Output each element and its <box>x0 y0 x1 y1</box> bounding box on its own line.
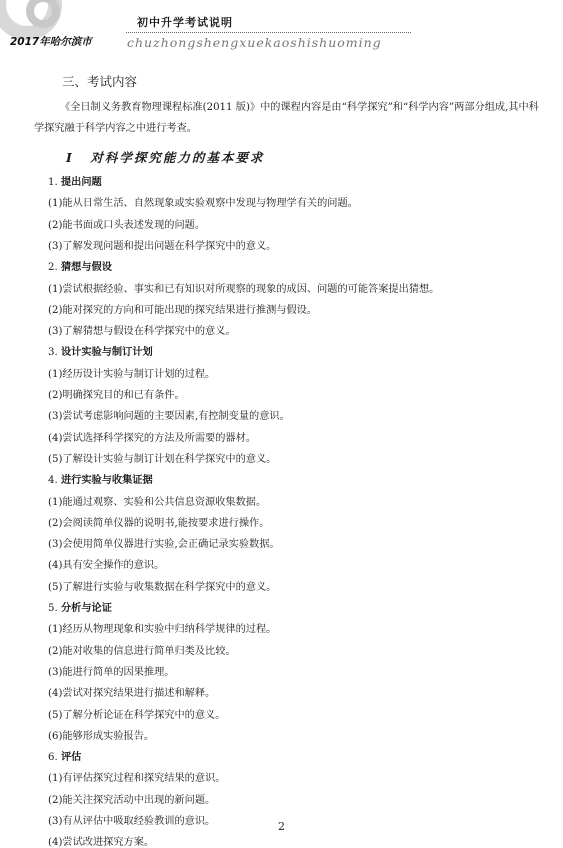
category-heading <box>48 258 112 273</box>
category-heading <box>48 343 153 358</box>
requirement-item: (3)有从评估中吸取经验教训的意识。 <box>48 816 216 827</box>
category-heading <box>48 748 81 763</box>
category-title: 提出问题 <box>60 177 102 188</box>
category-number: 4. <box>48 475 58 487</box>
requirement-item: (2)能关注探究活动中出现的新问题。 <box>48 794 216 806</box>
header-pinyin: chuzhongshengxuekaoshishuoming <box>127 35 382 50</box>
requirement-item: (1)尝试根据经验、事实和已有知识对所观察的现象的成因、问题的可能答案提出猜想。 <box>48 283 440 295</box>
category-number: 6. <box>48 752 58 764</box>
requirement-item: (6)能够形成实验报告。 <box>48 730 155 742</box>
requirement-item: (4)尝试改进探究方案。 <box>48 837 155 848</box>
subheading-numeral: Ⅰ <box>66 150 74 165</box>
requirement-item: (2)能书面或口头表述发现的问题。 <box>48 219 206 231</box>
category-number: 5. <box>48 603 58 614</box>
header-title: 初中升学考试说明 <box>137 16 233 29</box>
requirement-item: (3)尝试考虑影响问题的主要因素,有控制变量的意识。 <box>48 411 290 423</box>
category-heading <box>48 599 112 614</box>
requirement-item: (3)会使用简单仪器进行实验,会正确记录实验数据。 <box>48 539 280 551</box>
requirement-item: (3)了解猜想与假设在科学探究中的意义。 <box>48 326 236 338</box>
requirement-item: (2)能对探究的方向和可能出现的探究结果进行推测与假设。 <box>48 304 318 316</box>
category-title: 设计实验与制订计划 <box>60 347 153 359</box>
category-title: 猜想与假设 <box>60 262 112 274</box>
page-number: 2 <box>278 820 285 833</box>
requirement-item: (1)有评估探究过程和探究结果的意识。 <box>48 773 226 785</box>
requirement-item: (1)能从日常生活、自然现象或实验观察中发现与物理学有关的问题。 <box>48 198 358 210</box>
category-number: 3. <box>48 347 58 359</box>
requirement-item: (2)明确探究目的和已有条件。 <box>48 390 185 401</box>
requirement-item: (1)经历设计实验与制订计划的过程。 <box>48 368 216 380</box>
requirement-item: (5)了解设计实验与制订计划在科学探究中的意义。 <box>48 453 277 465</box>
requirement-item: (4)尝试对探究结果进行描述和解释。 <box>48 688 216 700</box>
requirement-item: (2)会阅读简单仪器的说明书,能按要求进行操作。 <box>48 517 270 529</box>
requirement-item: (4)尝试选择科学探究的方法及所需要的器材。 <box>48 432 256 444</box>
requirement-item: (4)具有安全操作的意识。 <box>48 560 165 572</box>
subheading <box>66 148 264 166</box>
requirement-item: (1)能通过观察、实验和公共信息资源收集数据。 <box>48 496 267 508</box>
intro-paragraph: 《全日制义务教育物理课程标准(2011 版)》中的课程内容是由“科学探究”和“科学内容”两部分组成,其中科学探究融于科学内容之中进行考查。 <box>34 102 539 134</box>
requirement-item: (3)了解发现问题和提出问题在科学探究中的意义。 <box>48 240 277 252</box>
category-number: 2. <box>48 262 58 274</box>
section-heading: 三、考试内容 <box>62 74 138 89</box>
requirement-item: (3)能进行简单的因果推理。 <box>48 666 175 678</box>
requirement-item: (5)了解进行实验与收集数据在科学探究中的意义。 <box>48 581 277 593</box>
category-title: 分析与论证 <box>60 603 112 614</box>
requirement-item: (2)能对收集的信息进行简单归类及比较。 <box>48 645 236 657</box>
requirement-item: (5)了解分析论证在科学探究中的意义。 <box>48 709 226 721</box>
subheading-text: 对科学探究能力的基本要求 <box>90 150 265 165</box>
category-title: 进行实验与收集证据 <box>60 475 153 487</box>
header-divider <box>126 32 411 33</box>
requirement-item: (1)经历从物理现象和实验中归纳科学规律的过程。 <box>48 624 277 636</box>
category-heading <box>48 471 153 486</box>
category-number: 1. <box>48 177 58 188</box>
category-heading <box>48 173 102 188</box>
header-year-label: 2017年哈尔滨市 <box>10 36 92 48</box>
category-title: 评估 <box>60 752 82 764</box>
